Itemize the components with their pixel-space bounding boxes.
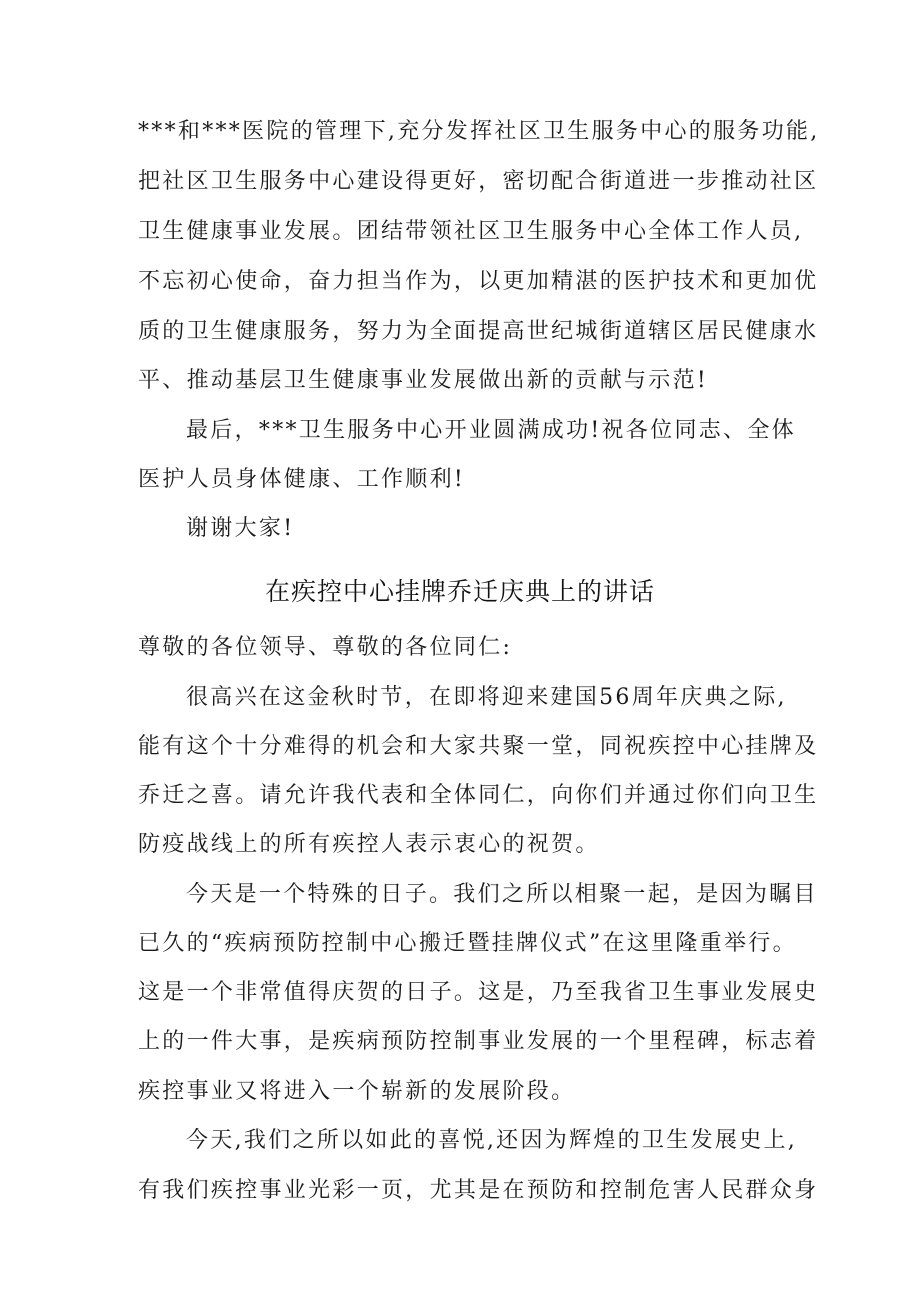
body-text-line: 最后，***卫生服务中心开业圆满成功!祝各位同志、全体 (186, 418, 796, 443)
body-text-line: 医护人员身体健康、工作顺利! (138, 467, 466, 492)
body-text-line: ***和***医院的管理下,充分发挥社区卫生服务中心的服务功能, (138, 119, 820, 144)
speech-title: 在疾控中心挂牌乔迁庆典上的讲话 (264, 577, 655, 606)
body-text-line: 把社区卫生服务中心建设得更好，密切配合街道进一步推动社区 (138, 169, 819, 194)
body-text-line: 谢谢大家! (186, 516, 295, 541)
body-text-line: 乔迁之喜。请允许我代表和全体同仁，向你们并通过你们向卫生 (138, 783, 819, 808)
body-text-line: 平、推动基层卫生健康事业发展做出新的贡献与示范! (138, 368, 709, 393)
body-text-line: 已久的“疾病预防控制中心搬迁暨挂牌仪式”在这里隆重举行。 (138, 931, 797, 956)
body-text-line: 很高兴在这金秋时节，在即将迎来建国56周年庆典之际, (186, 685, 787, 710)
body-text-line: 防疫战线上的所有疾控人表示衷心的祝贺。 (138, 832, 600, 857)
body-text-line: 卫生健康事业发展。团结带领社区卫生服务中心全体工作人员, (138, 219, 804, 244)
body-text-line: 上的一件大事，是疾病预防控制事业发展的一个里程碑，标志着 (138, 1029, 819, 1054)
body-text-line: 不忘初心使命，奋力担当作为，以更加精湛的医护技术和更加优 (138, 269, 819, 294)
body-text-line: 这是一个非常值得庆贺的日子。这是，乃至我省卫生事业发展史 (138, 980, 819, 1005)
body-text-line: 今天,我们之所以如此的喜悦,还因为辉煌的卫生发展史上, (186, 1128, 798, 1153)
salutation: 尊敬的各位领导、尊敬的各位同仁: (138, 635, 513, 660)
body-text-line: 今天是一个特殊的日子。我们之所以相聚一起，是因为瞩目 (186, 882, 818, 907)
body-text-line: 能有这个十分难得的机会和大家共聚一堂，同祝疾控中心挂牌及 (138, 734, 819, 759)
body-text-line: 质的卫生健康服务，努力为全面提高世纪城街道辖区居民健康水 (138, 319, 819, 344)
body-text-line: 疾控事业又将进入一个崭新的发展阶段。 (138, 1079, 576, 1104)
body-text-line: 有我们疾控事业光彩一页，尤其是在预防和控制危害人民群众身 (138, 1178, 819, 1203)
